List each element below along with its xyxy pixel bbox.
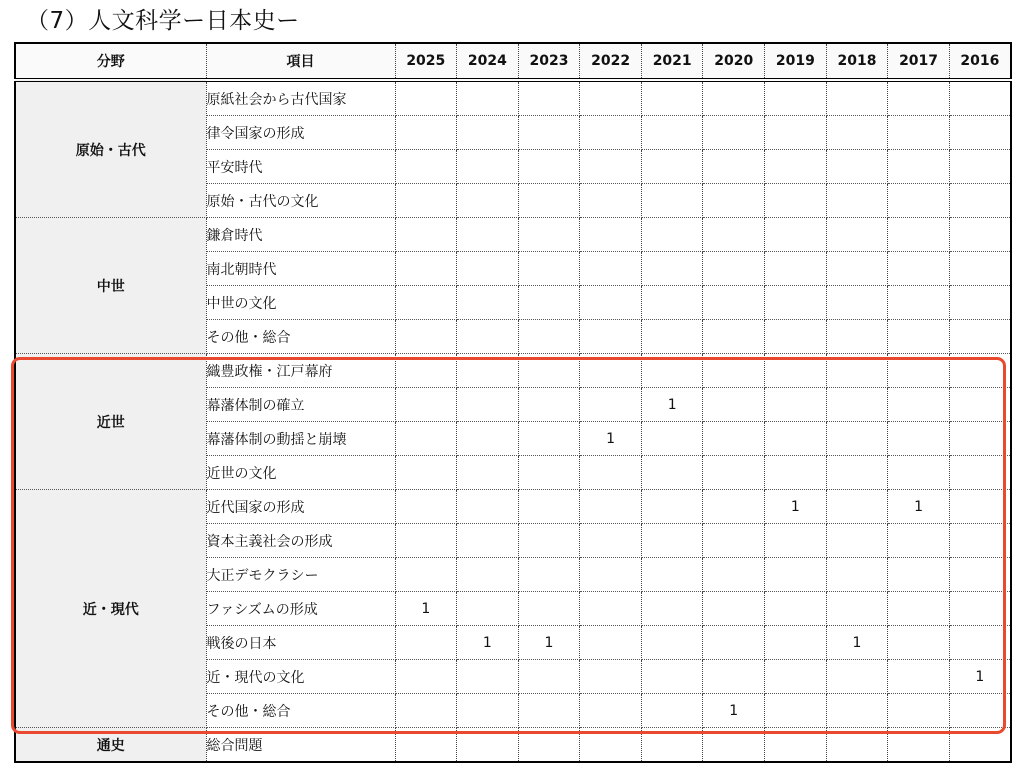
count-cell	[457, 422, 519, 456]
count-cell	[580, 354, 642, 388]
count-cell	[518, 422, 580, 456]
count-cell: 1	[949, 660, 1011, 694]
count-cell	[765, 116, 827, 150]
count-cell	[518, 354, 580, 388]
header-topic: 項目	[206, 43, 395, 80]
count-cell	[641, 116, 703, 150]
count-cell	[518, 524, 580, 558]
count-cell	[518, 184, 580, 218]
count-cell	[580, 80, 642, 116]
count-cell	[888, 626, 950, 660]
count-cell	[949, 524, 1011, 558]
count-cell	[765, 184, 827, 218]
count-cell	[826, 80, 888, 116]
count-cell	[457, 320, 519, 354]
count-cell	[457, 116, 519, 150]
count-cell	[703, 490, 765, 524]
count-cell	[888, 218, 950, 252]
count-cell	[457, 388, 519, 422]
header-year: 2022	[580, 43, 642, 80]
count-cell	[888, 456, 950, 490]
count-cell	[641, 80, 703, 116]
count-cell	[395, 456, 457, 490]
count-cell	[518, 694, 580, 728]
count-cell	[641, 422, 703, 456]
count-cell	[888, 388, 950, 422]
count-cell	[580, 184, 642, 218]
count-cell	[641, 524, 703, 558]
count-cell	[580, 286, 642, 320]
count-cell	[518, 150, 580, 184]
count-cell	[765, 388, 827, 422]
count-cell	[703, 218, 765, 252]
count-cell	[395, 116, 457, 150]
count-cell	[641, 320, 703, 354]
count-cell	[765, 694, 827, 728]
count-cell	[826, 456, 888, 490]
count-cell	[395, 252, 457, 286]
count-cell	[395, 150, 457, 184]
count-cell	[395, 422, 457, 456]
count-cell	[641, 286, 703, 320]
count-cell	[703, 80, 765, 116]
count-cell	[580, 660, 642, 694]
count-cell	[457, 592, 519, 626]
count-cell	[395, 524, 457, 558]
count-cell	[580, 490, 642, 524]
count-cell	[580, 456, 642, 490]
count-cell	[641, 626, 703, 660]
count-cell	[949, 354, 1011, 388]
count-cell	[457, 694, 519, 728]
count-cell	[949, 252, 1011, 286]
count-cell	[888, 422, 950, 456]
history-topic-table	[14, 42, 1012, 763]
count-cell	[703, 388, 765, 422]
topic-cell: 資本主義社会の形成	[206, 524, 395, 558]
header-year: 2021	[641, 43, 703, 80]
topic-cell: 近世の文化	[206, 456, 395, 490]
count-cell	[641, 558, 703, 592]
count-cell	[888, 80, 950, 116]
table-row	[15, 354, 1011, 388]
count-cell	[395, 80, 457, 116]
count-cell	[888, 524, 950, 558]
count-cell	[457, 524, 519, 558]
count-cell	[518, 490, 580, 524]
field-cell: 通史	[15, 728, 206, 763]
topic-cell: 平安時代	[206, 150, 395, 184]
count-cell	[765, 558, 827, 592]
topic-cell: 原始・古代の文化	[206, 184, 395, 218]
count-cell	[580, 218, 642, 252]
count-cell	[518, 592, 580, 626]
count-cell	[888, 320, 950, 354]
count-cell	[395, 694, 457, 728]
count-cell	[457, 490, 519, 524]
count-cell	[888, 150, 950, 184]
count-cell	[457, 456, 519, 490]
count-cell	[949, 558, 1011, 592]
count-cell	[641, 592, 703, 626]
count-cell	[949, 694, 1011, 728]
count-cell	[518, 116, 580, 150]
count-cell	[703, 184, 765, 218]
count-cell	[580, 388, 642, 422]
count-cell	[395, 388, 457, 422]
count-cell: 1	[641, 388, 703, 422]
count-cell	[518, 252, 580, 286]
table-body	[15, 80, 1011, 762]
count-cell	[765, 320, 827, 354]
topic-cell: 原紙社会から古代国家	[206, 80, 395, 116]
count-cell	[457, 184, 519, 218]
count-cell	[949, 456, 1011, 490]
count-cell	[395, 354, 457, 388]
count-cell	[826, 354, 888, 388]
count-cell	[518, 286, 580, 320]
count-cell	[457, 286, 519, 320]
page-title: （7）人文科学ー日本史ー	[26, 8, 300, 34]
count-cell	[826, 218, 888, 252]
count-cell	[826, 524, 888, 558]
count-cell: 1	[765, 490, 827, 524]
topic-cell: 幕藩体制の動揺と崩壊	[206, 422, 395, 456]
count-cell	[826, 422, 888, 456]
count-cell	[580, 116, 642, 150]
count-cell	[395, 218, 457, 252]
header-year: 2016	[949, 43, 1011, 80]
count-cell	[457, 218, 519, 252]
count-cell	[949, 286, 1011, 320]
topic-cell: 律令国家の形成	[206, 116, 395, 150]
count-cell	[949, 150, 1011, 184]
count-cell	[826, 252, 888, 286]
count-cell	[641, 184, 703, 218]
count-cell	[888, 354, 950, 388]
count-cell	[888, 116, 950, 150]
count-cell	[826, 490, 888, 524]
count-cell: 1	[395, 592, 457, 626]
topic-cell: 近代国家の形成	[206, 490, 395, 524]
count-cell	[765, 592, 827, 626]
count-cell: 1	[703, 694, 765, 728]
topic-cell: 鎌倉時代	[206, 218, 395, 252]
field-cell: 中世	[15, 218, 206, 354]
count-cell	[641, 456, 703, 490]
header-year: 2024	[457, 43, 519, 80]
header-year: 2025	[395, 43, 457, 80]
topic-cell: 近・現代の文化	[206, 660, 395, 694]
count-cell	[703, 558, 765, 592]
count-cell	[703, 354, 765, 388]
topic-cell: その他・総合	[206, 694, 395, 728]
count-cell	[518, 558, 580, 592]
count-cell	[457, 558, 519, 592]
count-cell	[703, 252, 765, 286]
count-cell	[949, 116, 1011, 150]
count-cell	[888, 558, 950, 592]
topic-cell: その他・総合	[206, 320, 395, 354]
count-cell	[580, 320, 642, 354]
count-cell	[826, 184, 888, 218]
count-cell	[949, 592, 1011, 626]
count-cell	[703, 456, 765, 490]
topic-cell: 総合問題	[206, 728, 395, 763]
count-cell	[826, 558, 888, 592]
count-cell	[457, 354, 519, 388]
count-cell	[641, 218, 703, 252]
count-cell	[888, 252, 950, 286]
count-cell	[457, 80, 519, 116]
topic-cell: 戦後の日本	[206, 626, 395, 660]
count-cell	[826, 592, 888, 626]
topic-cell: 中世の文化	[206, 286, 395, 320]
count-cell	[949, 80, 1011, 116]
count-cell	[949, 388, 1011, 422]
count-cell	[457, 728, 519, 763]
count-cell	[765, 80, 827, 116]
count-cell	[703, 150, 765, 184]
count-cell	[580, 558, 642, 592]
header-year: 2023	[518, 43, 580, 80]
count-cell	[703, 524, 765, 558]
count-cell	[949, 626, 1011, 660]
topic-cell: 南北朝時代	[206, 252, 395, 286]
count-cell	[826, 320, 888, 354]
count-cell	[641, 728, 703, 763]
count-cell	[949, 422, 1011, 456]
count-cell	[518, 728, 580, 763]
count-cell	[888, 286, 950, 320]
count-cell	[765, 456, 827, 490]
count-cell	[765, 218, 827, 252]
count-cell	[641, 252, 703, 286]
count-cell	[641, 354, 703, 388]
count-cell	[580, 524, 642, 558]
header-year: 2017	[888, 43, 950, 80]
count-cell	[457, 150, 519, 184]
table-row	[15, 490, 1011, 524]
count-cell	[826, 694, 888, 728]
count-cell	[826, 388, 888, 422]
count-cell: 1	[580, 422, 642, 456]
topic-cell: 幕藩体制の確立	[206, 388, 395, 422]
table-row	[15, 728, 1011, 763]
count-cell	[580, 150, 642, 184]
count-cell	[765, 252, 827, 286]
count-cell	[949, 490, 1011, 524]
count-cell	[641, 150, 703, 184]
count-cell: 1	[518, 626, 580, 660]
count-cell	[888, 660, 950, 694]
count-cell	[518, 388, 580, 422]
count-cell	[518, 80, 580, 116]
count-cell	[395, 660, 457, 694]
count-cell	[765, 728, 827, 763]
count-cell	[826, 728, 888, 763]
count-cell	[888, 592, 950, 626]
topic-cell: ファシズムの形成	[206, 592, 395, 626]
count-cell	[949, 218, 1011, 252]
count-cell	[765, 286, 827, 320]
count-cell	[395, 558, 457, 592]
header-year: 2020	[703, 43, 765, 80]
count-cell	[826, 660, 888, 694]
count-cell	[703, 422, 765, 456]
count-cell	[703, 592, 765, 626]
count-cell	[888, 728, 950, 763]
count-cell	[826, 116, 888, 150]
count-cell	[765, 626, 827, 660]
count-cell	[518, 320, 580, 354]
count-cell	[703, 660, 765, 694]
count-cell	[703, 626, 765, 660]
count-cell	[395, 490, 457, 524]
count-cell: 1	[457, 626, 519, 660]
count-cell	[518, 456, 580, 490]
count-cell	[765, 354, 827, 388]
topic-cell: 大正デモクラシー	[206, 558, 395, 592]
count-cell	[395, 320, 457, 354]
field-cell: 原始・古代	[15, 80, 206, 218]
count-cell	[580, 728, 642, 763]
count-cell: 1	[888, 490, 950, 524]
count-cell	[395, 728, 457, 763]
count-cell	[826, 150, 888, 184]
count-cell	[641, 490, 703, 524]
count-cell: 1	[826, 626, 888, 660]
topic-cell: 織豊政権・江戸幕府	[206, 354, 395, 388]
table-row	[15, 80, 1011, 116]
count-cell	[703, 116, 765, 150]
count-cell	[765, 150, 827, 184]
count-cell	[703, 286, 765, 320]
count-cell	[949, 728, 1011, 763]
count-cell	[395, 626, 457, 660]
count-cell	[518, 218, 580, 252]
count-cell	[888, 184, 950, 218]
header-row	[15, 43, 1011, 80]
count-cell	[395, 184, 457, 218]
count-cell	[457, 660, 519, 694]
count-cell	[765, 524, 827, 558]
field-cell: 近世	[15, 354, 206, 490]
count-cell	[641, 660, 703, 694]
count-cell	[826, 286, 888, 320]
header-year: 2018	[826, 43, 888, 80]
count-cell	[765, 660, 827, 694]
count-cell	[703, 320, 765, 354]
header-year: 2019	[765, 43, 827, 80]
count-cell	[580, 592, 642, 626]
count-cell	[641, 694, 703, 728]
table-row	[15, 218, 1011, 252]
count-cell	[949, 184, 1011, 218]
count-cell	[580, 626, 642, 660]
count-cell	[580, 252, 642, 286]
count-cell	[395, 286, 457, 320]
header-field: 分野	[15, 43, 206, 80]
count-cell	[518, 660, 580, 694]
field-cell: 近・現代	[15, 490, 206, 728]
count-cell	[765, 422, 827, 456]
count-cell	[580, 694, 642, 728]
count-cell	[888, 694, 950, 728]
count-cell	[457, 252, 519, 286]
count-cell	[949, 320, 1011, 354]
count-cell	[703, 728, 765, 763]
